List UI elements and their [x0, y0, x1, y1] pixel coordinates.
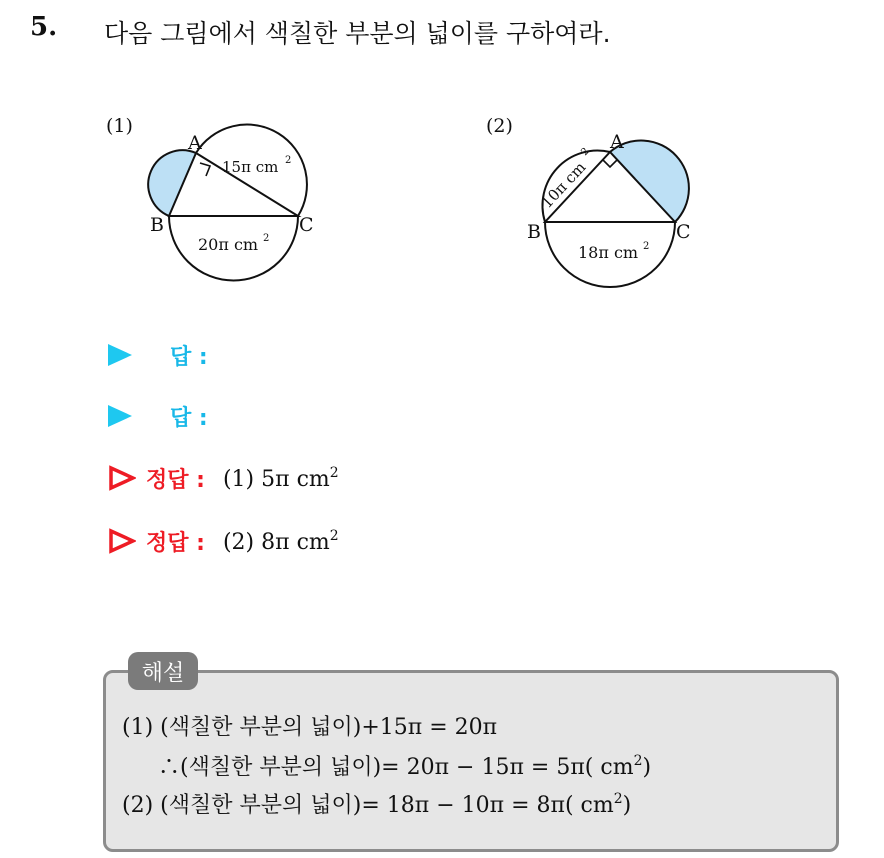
figure-2-vertex-a: A	[610, 131, 624, 153]
answer-row-2[interactable]	[108, 401, 208, 431]
play-arrow-icon	[108, 405, 132, 427]
figure-2-area-ab-sup: 2	[579, 145, 592, 159]
figure-2	[480, 105, 710, 300]
correct-answer-label: 정답 :	[146, 530, 205, 556]
figure-1-vertex-a: A	[188, 132, 202, 154]
outline-triangle-icon	[108, 465, 136, 491]
figure-2-area-bc-sup: 2	[643, 241, 650, 252]
figure-2-area-ab: 10π cm	[537, 158, 590, 212]
correct-answer-value: (1) 5π $cm^2$	[222, 464, 339, 492]
figure-1-right-angle	[200, 163, 210, 176]
question-text: 다음 그림에서 색칠한 부분의 넓이를 구하여라.	[104, 19, 611, 48]
figure-1-area-bc: 20π cm	[198, 235, 259, 254]
figure-1-area-ac: 15π cm	[222, 158, 279, 176]
figure-2-label: (2)	[486, 115, 513, 137]
figure-2-area-bc: 18π cm	[578, 243, 639, 262]
figure-2-vertex-c: C	[676, 221, 691, 243]
figure-1	[100, 105, 330, 290]
correct-answer-value: (2) 8π $cm^2$	[222, 527, 339, 555]
play-arrow-icon	[108, 344, 132, 366]
figure-1-vertex-b: B	[150, 214, 164, 236]
correct-answer-row-1	[108, 462, 339, 494]
answer-label: 답 :	[170, 405, 208, 431]
figure-2-right-angle	[603, 160, 617, 167]
correct-answer-row-2	[108, 525, 339, 557]
figure-1-vertex-c: C	[299, 214, 314, 236]
outline-triangle-icon	[108, 528, 136, 554]
answer-label: 답 :	[170, 344, 208, 370]
solution-line-2: ∴(색칠한 부분의 넓이)= 20π − 15π = 5π( $cm^2$)	[158, 753, 652, 780]
solution-tag: 해설	[128, 652, 198, 690]
question-number: 5.	[30, 12, 58, 42]
correct-answer-label: 정답 :	[146, 467, 205, 493]
answer-row-1[interactable]	[108, 340, 208, 370]
figure-1-area-ac-sup: 2	[285, 155, 292, 166]
solution-line-3: (2) (색칠한 부분의 넓이)= 18π − 10π = 8π( $cm^2$)	[122, 791, 632, 818]
solution-line-1: (1) (색칠한 부분의 넓이)+15π = 20π	[122, 715, 498, 740]
figure-1-area-bc-sup: 2	[263, 233, 270, 244]
figure-1-label: (1)	[106, 115, 133, 137]
figure-2-vertex-b: B	[527, 221, 541, 243]
